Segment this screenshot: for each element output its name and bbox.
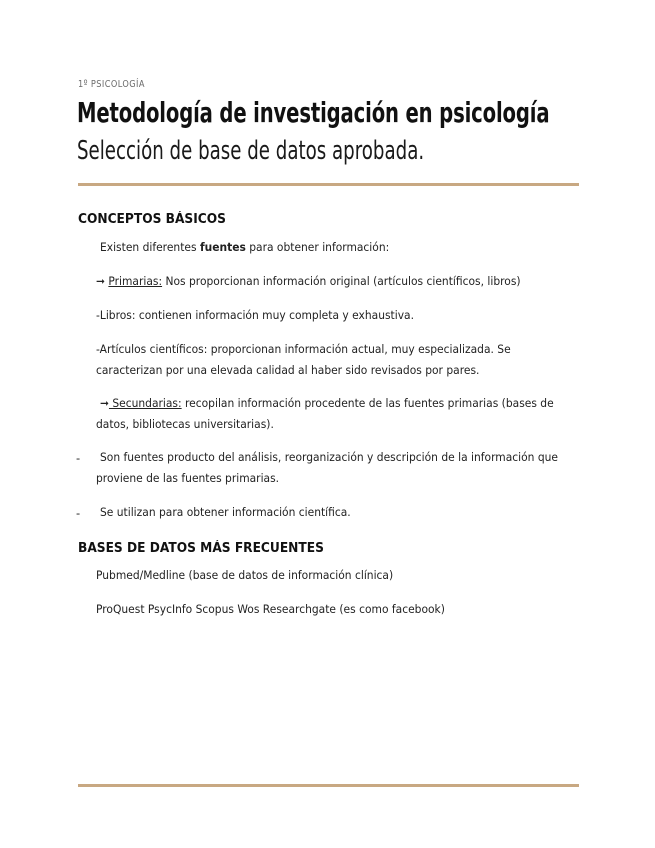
intro-post: para obtener información:: [245, 240, 390, 254]
database-item-1: Pubmed/Medline (base de datos de información clínica): [96, 568, 394, 582]
secundarias-text: recopilan información procedente de las fuentes primarias (bases de: [181, 396, 554, 410]
articulos-line-1: -Artículos científicos: proporcionan información actual, muy especializada. Se: [96, 342, 511, 356]
section-heading-bases: BASES DE DATOS MÁS FRECUENTES: [78, 541, 324, 556]
bullet-dash: -: [76, 451, 81, 465]
secundarias-paragraph: [100, 393, 554, 414]
primarias-label: Primarias:: [108, 274, 163, 288]
libros-paragraph: -Libros: contienen información muy completa y exhaustiva.: [96, 308, 415, 322]
page-title: Metodología de investigación en psicología: [77, 96, 550, 129]
intro-pre: Existen diferentes: [100, 240, 200, 254]
section-heading-conceptos: CONCEPTOS BÁSICOS: [78, 212, 226, 227]
bullet-2: Se utilizan para obtener información científica.: [100, 505, 351, 519]
intro-bold: fuentes: [199, 240, 246, 254]
secundarias-line-2: datos, bibliotecas universitarias).: [96, 417, 274, 431]
top-divider: [78, 183, 579, 186]
primarias-text: Nos proporcionan información original (artículos científicos, libros): [162, 274, 521, 288]
primarias-paragraph: [96, 271, 521, 292]
intro-paragraph: [100, 237, 389, 258]
bullet-dash: -: [76, 506, 81, 520]
bullet-1-line-1: Son fuentes producto del análisis, reorganización y descripción de la información que: [100, 450, 558, 464]
arrow-right-icon: ➞: [100, 396, 109, 410]
page-subtitle: Selección de base de datos aprobada.: [77, 136, 425, 166]
database-item-2: ProQuest PsycInfo Scopus Wos Researchgate (es como facebook): [96, 602, 445, 616]
articulos-line-2: caracterizan por una elevada calidad al haber sido revisados por pares.: [96, 363, 480, 377]
course-label: 1º PSICOLOGÍA: [78, 79, 145, 90]
secundarias-label: Secundarias:: [108, 396, 182, 410]
arrow-right-icon: ➞: [96, 274, 109, 288]
bullet-1-line-2: proviene de las fuentes primarias.: [96, 471, 280, 485]
bottom-divider: [78, 784, 579, 787]
